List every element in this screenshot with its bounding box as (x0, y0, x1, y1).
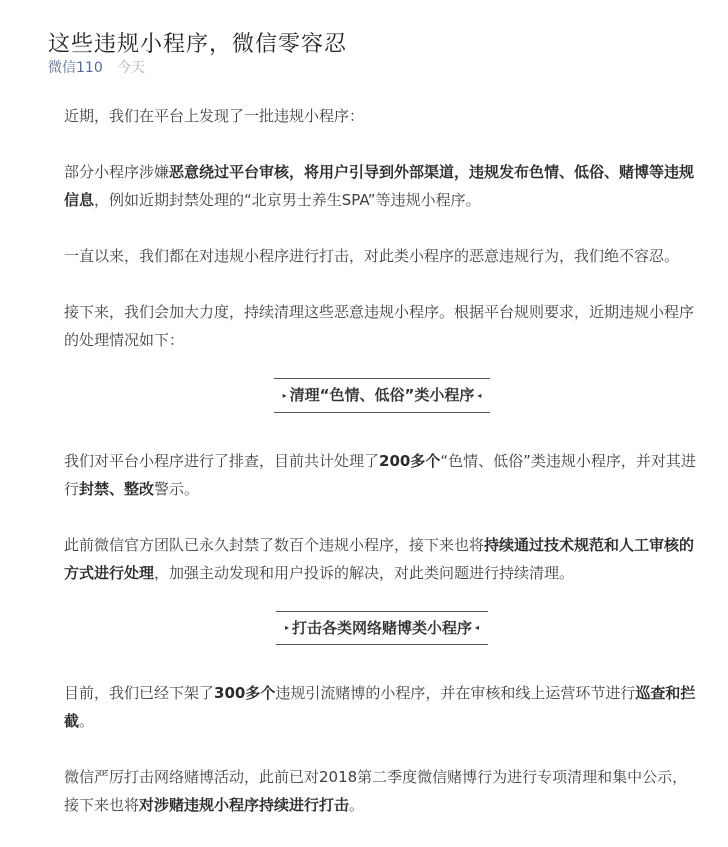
text-span: 部分小程序涉嫌 (64, 163, 170, 181)
bold-text: 200多个 (379, 451, 441, 470)
paragraph-porn-cleanup (64, 447, 700, 503)
triangle-right-icon: ▸ (282, 390, 287, 400)
heading-text: 清理“色情、低俗”类小程序 (289, 386, 475, 404)
triangle-left-icon: ◂ (475, 623, 480, 632)
triangle-left-icon: ◂ (477, 390, 482, 400)
paragraph-official-bans (64, 531, 700, 587)
triangle-right-icon: ▸ (284, 623, 289, 632)
text-span: 违规引流赌博的小程序，并在审核和线上运营环节进行 (275, 684, 636, 702)
paragraph-intro: 近期，我们在平台上发现了一批违规小程序： (64, 107, 365, 125)
text-span: 目前，我们已经下架了 (64, 684, 215, 702)
publish-date: 今天 (117, 60, 146, 76)
paragraph-zero-tolerance: 一直以来，我们都在对违规小程序进行打击，对此类小程序的恶意违规行为，我们绝不容忍。 (64, 247, 680, 265)
section-heading-2-wrap (64, 611, 700, 646)
bold-text: 巡查和拦截 (64, 684, 696, 730)
article-title: 这些违规小程序，微信零容忍 (48, 31, 348, 57)
section-heading-1-wrap (64, 378, 700, 413)
article-meta (48, 57, 145, 77)
text-span: 。 (79, 712, 95, 730)
paragraph-gambling-crackdown (64, 763, 700, 819)
heading-text: 打击各类网络赌博类小程序 (291, 618, 472, 637)
text-span: 微信严厉打击网络赌博活动，此前已对2018第二季度微信赌博行为进行专项清理和集中公示，接下来也将 (64, 768, 688, 814)
text-span: ，加强主动发现和用户投诉的解决，对此类问题进行持续清理。 (154, 563, 575, 582)
paragraph-gambling-removal (64, 679, 700, 735)
text-span: 此前微信官方团队已永久封禁了数百个违规小程序，接下来也将 (64, 535, 485, 554)
bold-text: 封禁、整改 (79, 479, 155, 498)
text-span: 警示。 (154, 479, 200, 498)
account-name-link[interactable]: 微信110 (48, 60, 103, 76)
section-heading-2 (276, 611, 488, 646)
text-span: 。 (349, 796, 365, 814)
text-span: ，例如近期封禁处理的“北京男士养生SPA”等违规小程序。 (94, 191, 481, 209)
text-span: 我们对平台小程序进行了排查，目前共计处理了 (64, 451, 380, 470)
bold-text: 300多个 (214, 684, 276, 702)
article-body (64, 102, 700, 847)
bold-text: 恶意绕过平台审核，将用户引导到外部渠道，违规发布色情、低俗、赌博等违规信息 (64, 163, 695, 209)
text-span: “色情、低俗”类违规小程序，并对其进行 (64, 451, 696, 498)
bold-text: 对涉赌违规小程序持续进行打击 (139, 796, 350, 814)
paragraph-violations (64, 158, 700, 214)
paragraph-next-steps: 接下来，我们会加大力度，持续清理这些恶意违规小程序。根据平台规则要求，近期违规小程序的处理情况如下： (64, 303, 695, 349)
section-heading-1 (274, 378, 491, 413)
bold-text: 持续通过技术规范和人工审核的方式进行处理 (64, 535, 695, 582)
